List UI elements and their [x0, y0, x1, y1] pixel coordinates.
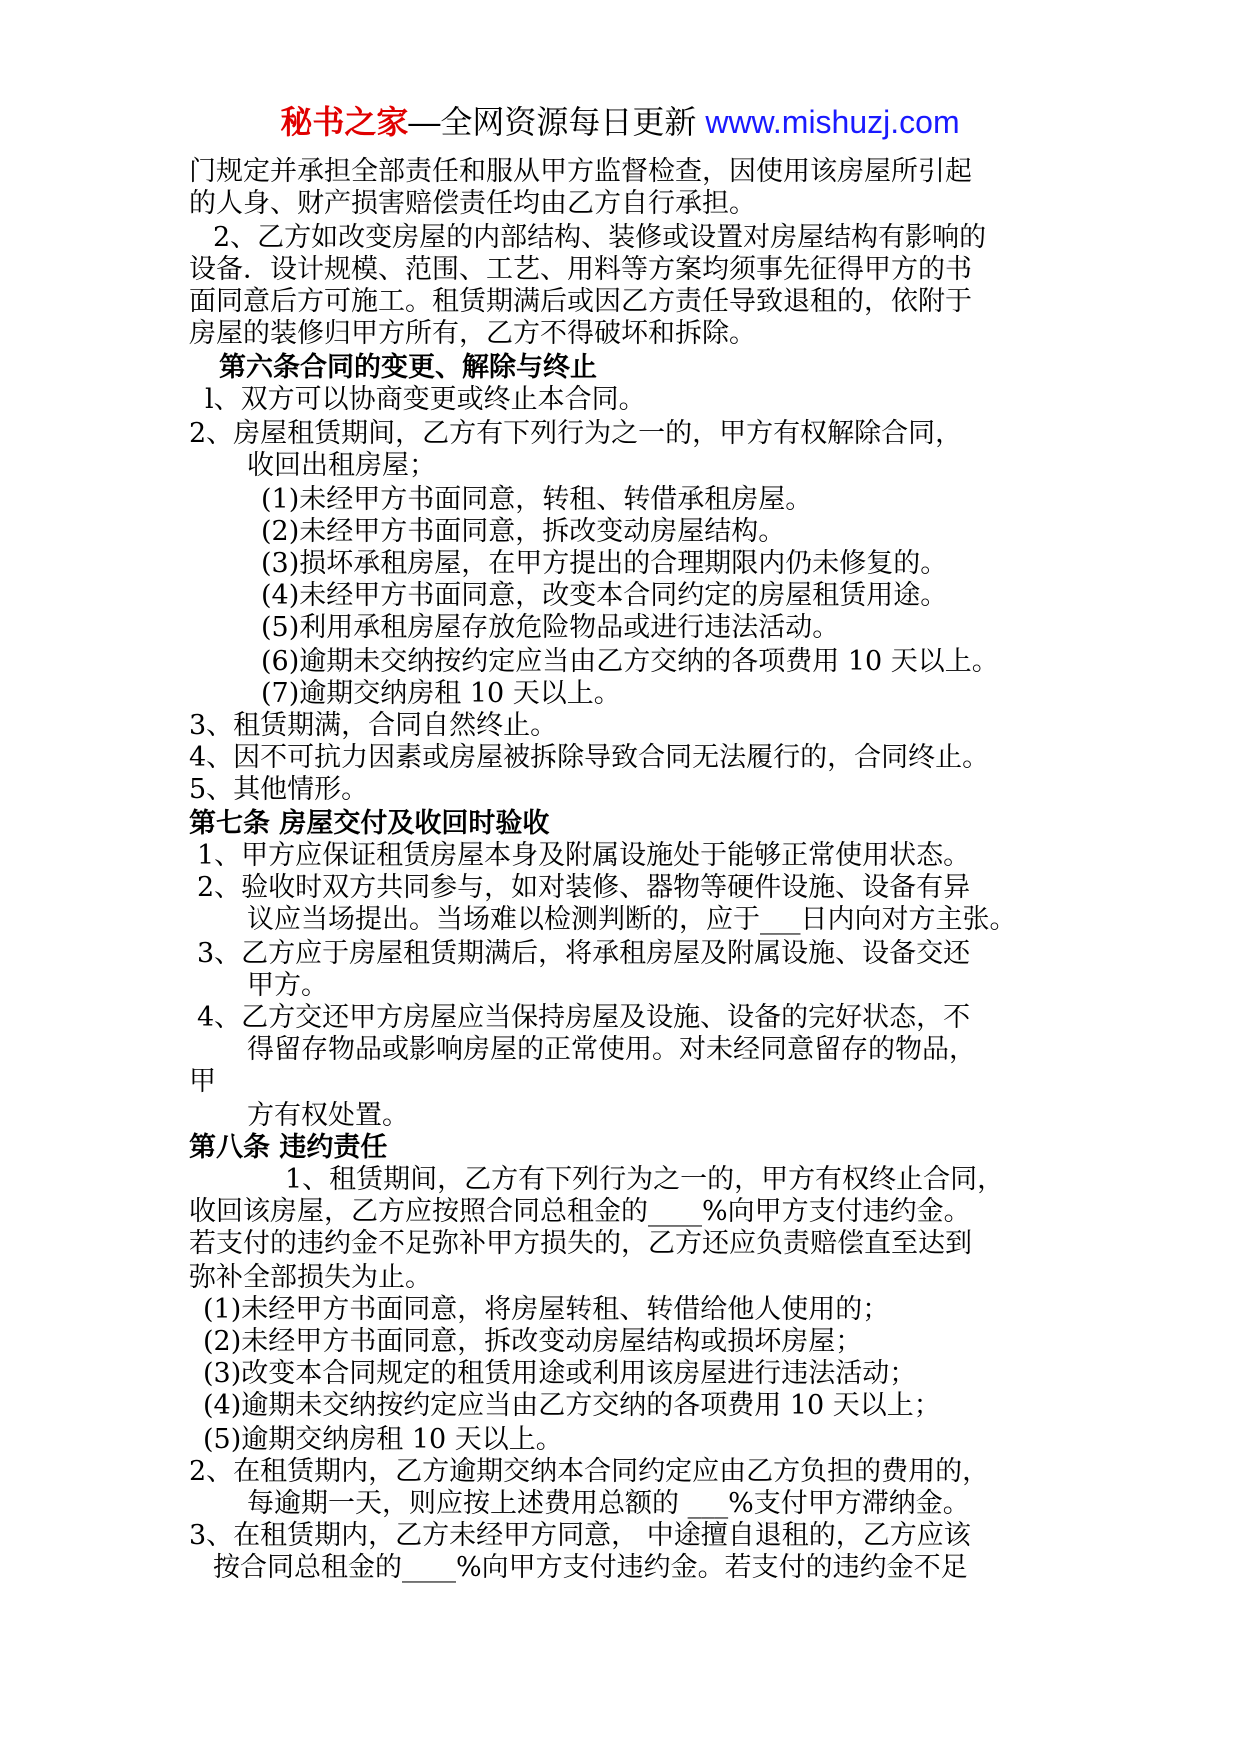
text-line: 5、其他情形。 — [189, 774, 369, 805]
text-line: 设备．设计规模、范围、工艺、用料等方案均须事先征得甲方的书 — [189, 254, 972, 285]
list-item: (2)未经甲方书面同意，拆改变动房屋结构。 — [261, 516, 786, 547]
list-item: (5)逾期交纳房租 10 天以上。 — [203, 1424, 563, 1455]
list-item: (4)未经甲方书面同意，改变本合同约定的房屋租赁用途。 — [261, 580, 948, 611]
text-line: 甲方。 — [247, 970, 328, 1001]
list-item: (6)逾期未交纳按约定应当由乙方交纳的各项费用 10 天以上。 — [261, 646, 999, 677]
text-line: 房屋的装修归甲方所有，乙方不得破坏和拆除。 — [189, 318, 756, 349]
text-line: 按合同总租金的____%向甲方支付违约金。若支付的违约金不足 — [213, 1552, 968, 1583]
list-item: (3)改变本合同规定的租赁用途或利用该房屋进行违法活动； — [203, 1358, 917, 1389]
text-line: 甲 — [189, 1066, 216, 1097]
text-line: 收回该房屋，乙方应按照合同总租金的____%向甲方支付违约金。 — [189, 1196, 971, 1227]
text-line: 若支付的违约金不足弥补甲方损失的，乙方还应负责赔偿直至达到 — [189, 1228, 972, 1259]
section-heading-8: 第八条 违约责任 — [189, 1132, 388, 1163]
text-line: 方有权处置。 — [247, 1100, 409, 1131]
header-url[interactable]: www.mishuzj.com — [705, 104, 960, 140]
list-item: (1)未经甲方书面同意，转租、转借承租房屋。 — [261, 484, 813, 515]
text-line: 每逾期一天，则应按上述费用总额的 ___%支付甲方滞纳金。 — [247, 1488, 970, 1519]
text-line: 议应当场提出。当场难以检测判断的，应于___日内向对方主张。 — [247, 904, 1017, 935]
text-line: 收回出租房屋； — [247, 450, 436, 481]
text-line: 3、乙方应于房屋租赁期满后，将承租房屋及附属设施、设备交还 — [197, 938, 971, 969]
text-line: 3、在租赁期内，乙方未经甲方同意， 中途擅自退租的，乙方应该 — [189, 1520, 971, 1551]
text-line: 得留存物品或影响房屋的正常使用。对未经同意留存的物品， — [247, 1034, 976, 1065]
page-header — [0, 100, 1240, 144]
section-heading-7: 第七条 房屋交付及收回时验收 — [189, 808, 550, 839]
text-line: 的人身、财产损害赔偿责任均由乙方自行承担。 — [189, 188, 756, 219]
text-line: 2、房屋租赁期间，乙方有下列行为之一的，甲方有权解除合同， — [189, 418, 963, 449]
list-item: (7)逾期交纳房租 10 天以上。 — [261, 678, 621, 709]
header-slogan: —全网资源每日更新 — [408, 104, 706, 140]
text-line: 面同意后方可施工。租赁期满后或因乙方责任导致退租的，依附于 — [189, 286, 972, 317]
list-item: (2)未经甲方书面同意，拆改变动房屋结构或损坏房屋； — [203, 1326, 863, 1357]
text-line: 1、租赁期间，乙方有下列行为之一的，甲方有权终止合同， — [285, 1164, 1005, 1195]
text-line: 2、验收时双方共同参与，如对装修、器物等硬件设施、设备有异 — [197, 872, 971, 903]
text-line: l、双方可以协商变更或终止本合同。 — [205, 384, 646, 415]
header-brand: 秘书之家 — [280, 104, 409, 140]
text-line: 4、因不可抗力因素或房屋被拆除导致合同无法履行的，合同终止。 — [189, 742, 990, 773]
text-line: 弥补全部损失为止。 — [189, 1262, 432, 1293]
text-line: 2、在租赁期内，乙方逾期交纳本合同约定应由乙方负担的费用的， — [189, 1456, 990, 1487]
list-item: (3)损坏承租房屋，在甲方提出的合理期限内仍未修复的。 — [261, 548, 948, 579]
list-item: (4)逾期未交纳按约定应当由乙方交纳的各项费用 10 天以上； — [203, 1390, 941, 1421]
text-line: 2、乙方如改变房屋的内部结构、装修或设置对房屋结构有影响的 — [213, 222, 987, 253]
text-line: 4、乙方交还甲方房屋应当保持房屋及设施、设备的完好状态，不 — [197, 1002, 971, 1033]
text-line: 1、甲方应保证租赁房屋本身及附属设施处于能够正常使用状态。 — [197, 840, 971, 871]
list-item: (5)利用承租房屋存放危险物品或进行违法活动。 — [261, 612, 840, 643]
section-heading-6: 第六条合同的变更、解除与终止 — [219, 352, 597, 383]
list-item: (1)未经甲方书面同意，将房屋转租、转借给他人使用的； — [203, 1294, 890, 1325]
text-line: 门规定并承担全部责任和服从甲方监督检查，因使用该房屋所引起 — [189, 156, 972, 187]
text-line: 3、租赁期满，合同自然终止。 — [189, 710, 558, 741]
